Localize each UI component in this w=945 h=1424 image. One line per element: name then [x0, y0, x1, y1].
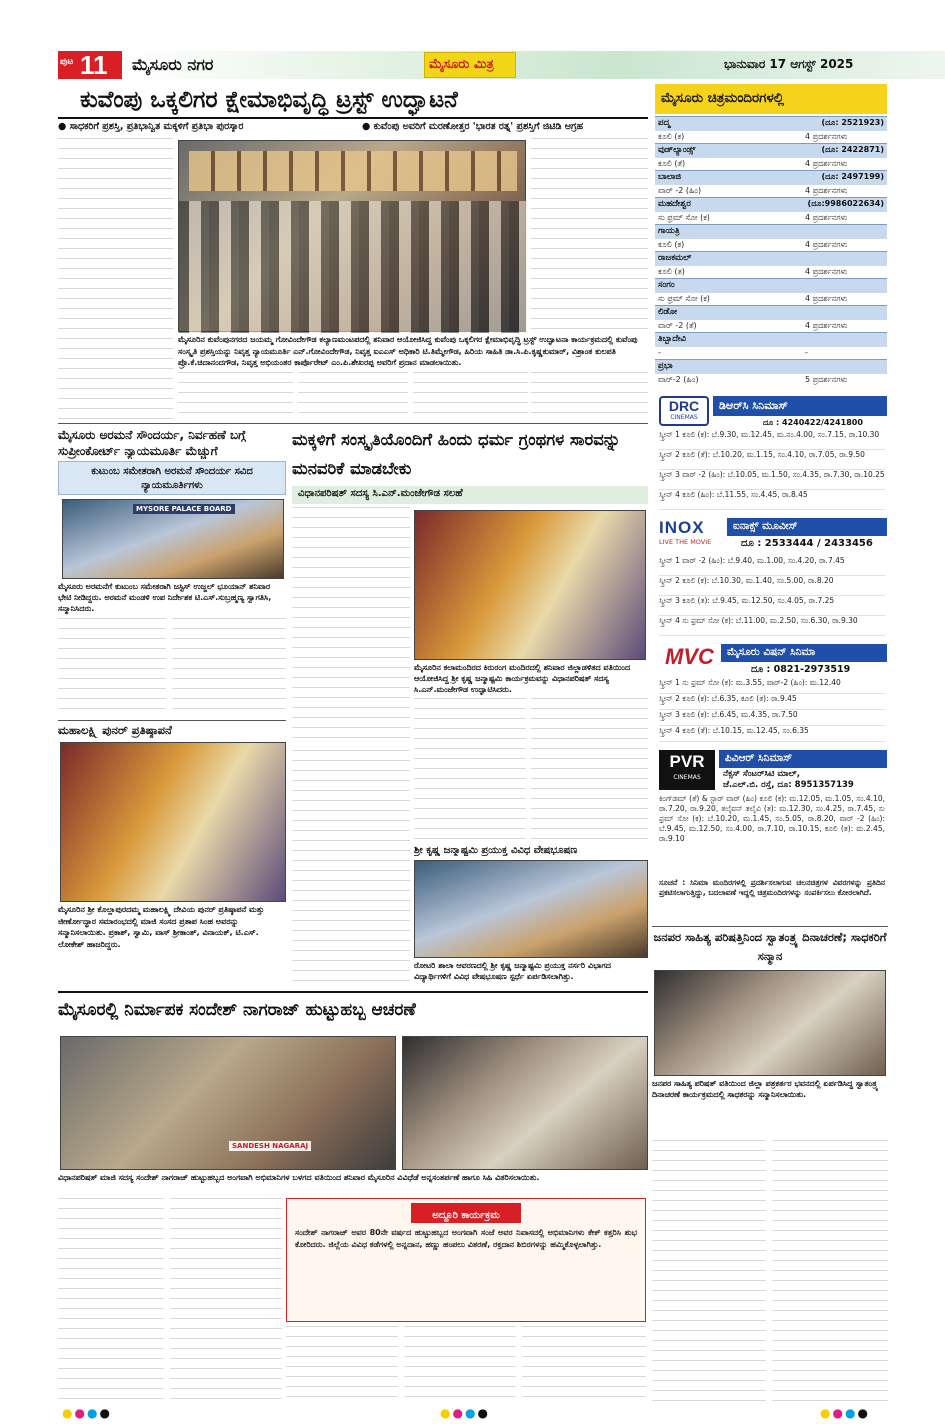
theatre-name-row: [655, 305, 887, 319]
theatre-show-row: [655, 211, 887, 224]
palace-body-col2: [172, 618, 286, 718]
dharma-photo: [414, 510, 646, 660]
mahalakshmi-caption: ಮೈಸೂರಿನ ಶ್ರೀ ಕೊಲ್ಲಾಪುರದಮ್ಮ ಮಹಾಲಕ್ಷ್ಮಿ ದೇವಿಯ ಪುನರ್ ಪ್ರತಿಷ್ಠಾಪನೆ ಮತ್ತು ಜೀರ್ಣೋದ್ಧಾರ ಸಮಾರಂಭದಲ್ಲಿ ಮಾಜಿ ಸಂಸದ ಪ್ರತಾಪ ಸಿಂಹ ಅವರನ್ನು ಸನ್ಮಾನಿಸಲಾಯಿತು. ಪ್ರಕಾಶ್, ಸ್ವಾಮಿ, ವಾಸ್ ಶ್ರೀಕಾಂತ್, ವಿನಾಯಕ್, ಟಿ.ಎಸ್. ಲೋಕೇಶ್ ಹಾಜರಿದ್ದರು.: [58, 905, 265, 949]
lead-body-col4: [413, 372, 528, 420]
mvc-name-band: [721, 644, 887, 662]
showtime-row: ಸ್ಕ್ರೀನ್ 4 ಕೂಲಿ (ತೆ): ಬೆ.10.15, ಮ.12.45, ಸಂ.6.35: [659, 726, 885, 742]
lead-subhead-right-text: ಕುವೆಂಪು ಅವರಿಗೆ ಮರಣೋತ್ತರ 'ಭಾರತ ರತ್ನ' ಪ್ರಶಸ್ತಿಗೆ ಜಿಟಿಡಿ ಆಗ್ರಹ: [373, 121, 584, 132]
drc-logo: [659, 396, 709, 426]
drc-logo-sub: CINEMAS: [670, 414, 698, 421]
theatre-name: ಸಂಗಂ: [658, 280, 675, 290]
pvr-body: ಕಿಂಗ್‌ಡಮ್ (ತೆ) & ಸ್ಟಾರ್ ವಾರ್ (ಹಿಂ) ಕೂಲಿ (ಕ): ಮ.12.05, ಮ.1.05, ಸಂ.4.10, ರಾ.7.20, ರಾ.9.20, ತಲೈವನ್ ತಲೈವಿ (ತ): ಮ.12.30, ಸಂ.4.25, ರಾ.7.45, ಸು ಫ್ರಮ್ ಸೋ (ಕ): ಬೆ.10.20, ಮ.1.45, ಸಂ.5.05, ರಾ.8.20, ವಾರ್ -2 (ಹಿಂ): ಬೆ.9.45, ಮ.12.50, ಸಂ.4.00, ರಾ.7.10, ರಾ.10.15, ಕೂಲಿ (ತ): ಮ.2.45, ರಾ.9.10: [659, 794, 885, 843]
drc-logo-text: DRC: [668, 398, 700, 414]
showtime-row: ಸ್ಕ್ರೀನ್ 2 ಕೂಲಿ (ಕ): ಬೆ.10.30, ಮ.1.40, ಸಂ.5.00, ರಾ.8.20: [659, 576, 885, 596]
theatre-show-row: [655, 238, 887, 251]
movie-title: ಸು ಫ್ರಮ್ ಸೋ (ಕ): [658, 294, 710, 303]
theatre-show-row: [655, 373, 887, 386]
mvc-phone: ದೂ : 0821-2973519: [751, 664, 851, 675]
drc-phone: ದೂ : 4240422/4241800: [763, 418, 863, 427]
theatre-name-row: [655, 116, 887, 130]
theatre-name: ಮಹದೇಶ್ವರ: [658, 199, 691, 209]
mvc-block: [655, 642, 887, 746]
mahalakshmi-headline: ಮಹಾಲಕ್ಷ್ಮಿ ಪುನರ್ ಪ್ರತಿಷ್ಠಾಪನೆ: [58, 723, 172, 737]
theatre-name: ತಿಬ್ಬಾದೇವಿ: [658, 334, 687, 344]
sandesh-box: [286, 1198, 646, 1322]
sandesh-body-col5: [522, 1326, 646, 1402]
show-count: 5 ಪ್ರದರ್ಶನಗಳು: [805, 375, 848, 384]
sandesh-headline: ಮೈಸೂರಲ್ಲಿ ನಿರ್ಮಾಪಕ ಸಂದೇಶ್ ನಾಗರಾಜ್ ಹುಟ್ಟುಹಬ್ಬ ಆಚರಣೆ: [58, 1000, 416, 1020]
drc-name-band: [713, 396, 887, 416]
show-count: 4 ಪ್ರದರ್ಶನಗಳು: [805, 213, 848, 222]
movie-title: ಕೂಲಿ (ಕ): [658, 132, 685, 141]
theatre-name-row: [655, 278, 887, 292]
theatre-name-row: [655, 251, 887, 265]
dharma-body-col1: [292, 507, 410, 747]
palace-kicker-box: [58, 461, 286, 495]
lead-body-col3: [298, 372, 408, 420]
theatre-name: ಪದ್ಮ: [658, 118, 671, 128]
palace-body-col1: [58, 618, 166, 718]
inox-block: [655, 516, 887, 638]
theatre-show-row: [655, 157, 887, 170]
pvr-name: ಪಿವಿಆರ್ ಸಿನಿಮಾಸ್: [725, 752, 793, 764]
drc-block: [655, 394, 887, 514]
janapara-photo: [654, 970, 886, 1076]
dharma-body-col2: [414, 698, 526, 843]
theatre-name-row: [655, 170, 887, 184]
pvr-name-band: [719, 750, 887, 768]
show-count: -: [805, 348, 808, 357]
showtime-row: ಸ್ಕ್ರೀನ್ 2 ಕೂಲಿ (ತೆ): ಬೆ.10.20, ಮ.1.15, ಸಂ.4.10, ರಾ.7.05, ರಾ.9.50: [659, 450, 885, 470]
sandesh-box-text: ಸಂದೇಶ್ ನಾಗರಾಜ್ ಅವರ 80ನೇ ವರ್ಷದ ಹುಟ್ಟುಹಬ್ಬದ ಅಂಗವಾಗಿ ಸಂಜೆ ಅವರ ನಿವಾಸದಲ್ಲಿ ಅಭಿಮಾನಿಗಳು ಕೇಕ್ ಕತ್ತರಿಸಿ ಶುಭ ಕೋರಿದರು. ಜಿಲ್ಲೆಯ ವಿವಿಧ ಕಡೆಗಳಲ್ಲಿ ಅನ್ನದಾನ, ಹಣ್ಣು ಹಂಪಲು ವಿತರಣೆ, ರಕ್ತದಾನ ಶಿಬಿರಗಳನ್ನು ಹಮ್ಮಿಕೊಳ್ಳಲಾಗಿತ್ತು.: [295, 1228, 637, 1249]
theatre-show-row: [655, 346, 887, 359]
palace-headline: ಮೈಸೂರು ಅರಮನೆ ಸೌಂದರ್ಯ, ನಿರ್ವಹಣೆ ಬಗ್ಗೆ ಸುಪ್ರೀಂಕೋರ್ಟ್ ನ್ಯಾಯಮೂರ್ತಿ ಮೆಚ್ಚುಗೆ: [58, 428, 246, 458]
movie-title: ಕೂಲಿ (ತ): [658, 267, 685, 276]
movie-title: ವಾರ್-2 (ಹಿಂ): [658, 375, 699, 384]
inox-name-band: [727, 518, 887, 536]
movie-title: ವಾರ್ -2 (ತೆ): [658, 321, 697, 330]
movie-title: ಕೂಲಿ (ಕ): [658, 240, 685, 249]
dharma-headline: ಮಕ್ಕಳಿಗೆ ಸಂಸ್ಕೃತಿಯೊಂದಿಗೆ ಹಿಂದು ಧರ್ಮ ಗ್ರಂಥಗಳ ಸಾರವನ್ನು ಮನವರಿಕೆ ಮಾಡಬೇಕು: [292, 430, 621, 478]
dharma-kicker: ವಿಧಾನಪರಿಷತ್ ಸದಸ್ಯ ಸಿ.ಎನ್.ಮಂಜೇಗೌಡ ಸಲಹೆ: [298, 488, 463, 499]
masthead: [0, 0, 945, 82]
showtime-row: ಸ್ಕ್ರೀನ್ 4 ಸು ಫ್ರಮ್ ಸೋ (ಕ): ಬೆ.11.00, ಮ.2.50, ಸಂ.6.30, ರಾ.9.30: [659, 616, 885, 636]
showtime-row: ಸ್ಕ್ರೀನ್ 2 ಕೂಲಿ (ಕ): ಬೆ.6.35, ಕೂಲಿ (ತ): ರಾ.9.45: [659, 694, 885, 710]
lead-body-col-right: [531, 138, 648, 332]
pvr-phone: ಜೆ.ಎಲ್.ಬಿ. ರಸ್ತೆ, ದೂ: 8951357139: [723, 780, 854, 790]
sandesh-box-title: ಅದ್ದೂರಿ ಕಾರ್ಯಕ್ರಮ: [432, 1210, 500, 1221]
pvr-logo-text: PVR: [669, 752, 705, 771]
sandesh-photo-2: [402, 1036, 648, 1170]
cinema-title: ಮೈಸೂರು ಚಿತ್ರಮಂದಿರಗಳಲ್ಲಿ: [661, 90, 785, 106]
show-count: 4 ಪ್ರದರ್ಶನಗಳು: [805, 267, 848, 276]
lead-headline: ಕುವೆಂಪು ಒಕ್ಕಲಿಗರ ಕ್ಷೇಮಾಭಿವೃದ್ಧಿ ಟ್ರಸ್ಟ್ ಉದ್ಘಾಟನೆ: [80, 87, 458, 113]
mvc-name: ಮೈಸೂರು ವಿಷನ್ ಸಿನಿಮಾ: [727, 646, 816, 658]
lead-subhead-left: ● ಸಾಧಕರಿಗೆ ಪ್ರಶಸ್ತಿ, ಪ್ರತಿಭಾನ್ವಿತ ಮಕ್ಕಳಿಗೆ ಪ್ರತಿಭಾ ಪುರಸ್ಕಾರ: [58, 121, 244, 132]
theatre-phone: (ದೂ: 2521923): [821, 118, 884, 127]
show-count: 4 ಪ್ರದರ್ಶನಗಳು: [805, 321, 848, 330]
lead-body-col1: [58, 138, 173, 420]
theatre-phone: (ದೂ: 2422871): [821, 145, 884, 154]
registration-dots-left: ●●●●: [62, 1406, 112, 1420]
movie-title: ಸು ಫ್ರಮ್ ಸೋ (ಕ): [658, 213, 710, 222]
showtime-row: ಸ್ಕ್ರೀನ್ 3 ಕೂಲಿ (ಕ): ಬೆ.6.45, ಮ.4.35, ರಾ.7.50: [659, 710, 885, 726]
theatre-phone: (ದೂ: 2497199): [821, 172, 884, 181]
mahalakshmi-photo: [60, 742, 286, 902]
registration-dots-right: ●●●●: [820, 1406, 870, 1420]
theatre-name: ಲಿಡೋ: [658, 307, 678, 317]
krishna-photo-title: ಶ್ರೀ ಕೃಷ್ಣ ಜನ್ಮಾಷ್ಟಮಿ ಪ್ರಯುಕ್ತ ವಿವಿಧ ವೇಷಭೂಷಣ: [414, 845, 578, 856]
sandesh-photo-1: [60, 1036, 396, 1170]
sandesh-box-title-wrap: [411, 1203, 521, 1223]
paper-name-box: [424, 52, 516, 78]
sandesh-caption: ವಿಧಾನಪರಿಷತ್ ಮಾಜಿ ಸದಸ್ಯ ಸಂದೇಶ್ ನಾಗರಾಜ್ ಹುಟ್ಟುಹಬ್ಬದ ಅಂಗವಾಗಿ ಅಭಿಮಾನಿಗಳ ಬಳಗದ ವತಿಯಿಂದ ಶನಿವಾರ ಮೈಸೂರಿನ ವಿವಿಧೆಡೆ ಅನ್ನಸಂತರ್ಪಣೆ ಹಾಗೂ ಸಿಹಿ ವಿತರಿಸಲಾಯಿತು.: [58, 1173, 540, 1182]
dharma-body-col3: [531, 698, 648, 843]
lead-photo: [178, 140, 526, 332]
sandesh-body-col3: [286, 1326, 398, 1402]
show-count: 4 ಪ್ರದರ್ಶನಗಳು: [805, 294, 848, 303]
page-number-box: [58, 51, 122, 79]
theatre-show-row: [655, 184, 887, 197]
palace-board-banner: MYSORE PALACE BOARD: [133, 504, 235, 514]
page-label: ಪುಟ: [60, 57, 74, 67]
janapara-caption: ಜನಪರ ಸಾಹಿತ್ಯ ಪರಿಷತ್ ವತಿಯಿಂದ ಜಿಲ್ಲಾ ಪತ್ರಕರ್ತರ ಭವನದಲ್ಲಿ ಏರ್ಪಡಿಸಿದ್ದ ಸ್ವಾತಂತ್ರ್ಯ ದಿನಾಚರಣೆ ಕಾರ್ಯಕ್ರಮದಲ್ಲಿ ಸಾಧಕರನ್ನು ಸನ್ಮಾನಿಸಲಾಯಿತು.: [652, 1079, 879, 1099]
showtime-row: ಸ್ಕ್ರೀನ್ 1 ವಾರ್ -2 (ಹಿಂ): ಬೆ.9.40, ಮ.1.00, ಸಂ.4.20, ರಾ.7.45: [659, 556, 885, 576]
theatre-name-row: [655, 224, 887, 238]
janapara-body-col2: [772, 1140, 888, 1402]
show-count: 4 ಪ್ರದರ್ಶನಗಳು: [805, 186, 848, 195]
theatre-name-row: [655, 332, 887, 346]
palace-kicker: ಕುಟುಂಬ ಸಮೇತರಾಗಿ ಅರಮನೆ ಸೌಂದರ್ಯ ಸವಿದ ನ್ಯಾಯಮೂರ್ತಿಗಳು: [91, 466, 253, 491]
theatre-name: ಬಾಲಾಜಿ: [658, 172, 682, 182]
theatre-name: ಗಾಯತ್ರಿ: [658, 226, 680, 236]
sandesh-body-col1: [58, 1198, 164, 1402]
cinema-title-band: [655, 84, 887, 114]
show-count: 4 ಪ್ರದರ್ಶನಗಳು: [805, 159, 848, 168]
dharma-body-col4: [292, 750, 410, 988]
pvr-logo-sub: CINEMAS: [673, 774, 701, 781]
krishna-photo: [414, 860, 648, 958]
lead-body-col2: [178, 372, 293, 420]
mvc-logo: MVC: [665, 644, 714, 669]
pvr-block: [655, 748, 887, 924]
section-name: ಮೈಸೂರು ನಗರ: [132, 55, 214, 74]
sandesh-banner: SANDESH NAGARAJ: [229, 1141, 311, 1151]
sandesh-body-col2: [170, 1198, 282, 1402]
inox-logo-sub: LIVE THE MOVIE: [659, 538, 712, 546]
dharma-kicker-box: [292, 486, 648, 504]
theatre-name-row: [655, 197, 887, 211]
showtime-row: ಸ್ಕ್ರೀನ್ 3 ವಾರ್ -2 (ಹಿಂ): ಬೆ.10.05, ಮ.1.50, ಸಂ.4.35, ರಾ.7.30, ರಾ.10.25: [659, 470, 885, 490]
theatre-show-row: [655, 130, 887, 143]
page-number: 11: [80, 50, 108, 80]
theatre-name: ಪ್ರಭಾ: [658, 361, 673, 371]
sandesh-body-col4: [404, 1326, 516, 1402]
lead-caption: ಮೈಸೂರಿನ ಕುವೆಂಪುನಗರದ ಜಯಮ್ಮ ಗೋವಿಂದೇಗೌಡ ಕಲ್ಯಾಣಮಂಟಪದಲ್ಲಿ ಶನಿವಾರ ಆಯೋಜಿಸಿದ್ದ ಕುವೆಂಪು ಒಕ್ಕಲಿಗರ ಕ್ಷೇಮಾಭಿವೃದ್ಧಿ ಟ್ರಸ್ಟ್ ಉದ್ಘಾಟನಾ ಕಾರ್ಯಕ್ರಮದಲ್ಲಿ ಕುವೆಂಪು ಸಂಸ್ಕೃತಿ ಪ್ರಶಸ್ತಿಯನ್ನು ನಿವೃತ್ತ ನ್ಯಾಯಮೂರ್ತಿ ಎನ್.ಗೋವಿಂದೇಗೌಡ, ನಿವೃತ್ತ ಐಎಎಸ್ ಅಧಿಕಾರಿ ಟಿ.ತಿಮ್ಮೇಗೌಡ, ಹಿರಿಯ ಸಾಹಿತಿ ಡಾ.ಸಿ.ಪಿ.ಕೃಷ್ಣಕುಮಾರ್, ವಿಶ್ರಾಂತ ಕುಲಪತಿ ಪ್ರೊ.ಕೆ.ಚಿದಾನಂದಗೌಡ, ನಿವೃತ್ತ ಅಭಿಯಂತರ ಕಾರ್ಪೊರೇಟ್ ಎಂ.ಪಿ.ಶೇಖರಪ್ಪ ಅವರಿಗೆ ಪ್ರದಾನ ಮಾಡಲಾಯಿತು.: [178, 335, 638, 367]
inox-logo-text: INOX: [659, 518, 705, 537]
movie-title: ಕೂಲಿ (ತೆ): [658, 159, 686, 168]
show-count: 4 ಪ್ರದರ್ಶನಗಳು: [805, 132, 848, 141]
lead-body-col5: [531, 372, 648, 420]
inox-logo: [659, 518, 723, 552]
movie-title: ವಾರ್ -2 (ಹಿಂ): [658, 186, 702, 195]
movie-title: -: [658, 348, 661, 357]
dharma-caption: ಮೈಸೂರಿನ ಕಲಾಮಂದಿರದ ಕಿರುರಂಗ ಮಂದಿರದಲ್ಲಿ ಶನಿವಾರ ಜಿಲ್ಲಾಡಳಿತದ ವತಿಯಿಂದ ಆಯೋಜಿಸಿದ್ದ ಶ್ರೀ ಕೃಷ್ಣ ಜನ್ಮಾಷ್ಟಮಿ ಕಾರ್ಯಕ್ರಮವನ್ನು ವಿಧಾನಪರಿಷತ್ ಸದಸ್ಯ ಸಿ.ಎನ್.ಮಂಜೇಗೌಡ ಉದ್ಘಾಟಿಸಿದರು.: [414, 663, 631, 694]
lead-subhead-right: ● ಕುವೆಂಪು ಅವರಿಗೆ ಮರಣೋತ್ತರ 'ಭಾರತ ರತ್ನ' ಪ್ರಶಸ್ತಿಗೆ ಜಿಟಿಡಿ ಆಗ್ರಹ: [362, 121, 584, 132]
showtime-row: ಸ್ಕ್ರೀನ್ 4 ಕೂಲಿ (ಹಿಂ): ಬೆ.11.55, ಸಂ.4.45, ರಾ.8.45: [659, 490, 885, 510]
palace-caption: ಮೈಸೂರು ಅರಮನೆಗೆ ಕುಟುಂಬ ಸಮೇತರಾಗಿ ಜಸ್ಟಿಸ್ ಉಜ್ಜಲ್ ಭೂಯಾನ್ ಶನಿವಾರ ಭೇಟಿ ನೀಡಿದ್ದರು. ಅರಮನೆ ಮಂಡಳಿ ಉಪ ನಿರ್ದೇಶಕ ಟಿ.ಎಸ್.ಸುಬ್ರಹ್ಮಣ್ಯ ಸ್ವಾಗತಿಸಿ, ಸನ್ಮಾನಿಸಿದರು.: [58, 582, 272, 613]
drc-name: ಡಿಆರ್‌ಸಿ ಸಿನಿಮಾಸ್: [719, 399, 788, 412]
showtime-row: ಸ್ಕ್ರೀನ್ 1 ಕೂಲಿ (ಕ): ಬೆ.9.30, ಮ.12.45, ಮ.ನಂ.4.00, ಸಂ.7.15, ರಾ.10.30: [659, 430, 885, 450]
janapara-headline: ಜನಪರ ಸಾಹಿತ್ಯ ಪರಿಷತ್ತಿನಿಂದ ಸ್ವಾತಂತ್ರ್ಯ ದಿನಾಚರಣೆ; ಸಾಧಕರಿಗೆ ಸನ್ಮಾನ: [653, 930, 887, 963]
theatre-show-row: [655, 292, 887, 305]
footer-marks: [0, 1404, 945, 1424]
pvr-sub: ನೆಕ್ಸಸ್ ಸೆಂಟರ್‌ಸಿಟಿ ಮಾಲ್,: [723, 769, 800, 779]
paper-name: ಮೈಸೂರು ಮಿತ್ರ: [429, 57, 494, 72]
theatre-phone: (ದೂ:9986022634): [807, 199, 884, 208]
inox-name: ಐನಾಕ್ಸ್ ಮೂವೀಸ್: [733, 520, 798, 532]
theatre-name: ರಾಜಕಮಲ್: [658, 253, 692, 263]
registration-dots-center: ●●●●: [440, 1406, 490, 1420]
janapara-body-col1: [652, 1140, 766, 1402]
cinema-panel: [655, 84, 887, 944]
theatre-name-row: [655, 143, 887, 157]
theatre-name: ವುಡ್‌ಲ್ಯಾಂಡ್ಸ್: [658, 145, 696, 155]
theatre-show-row: [655, 319, 887, 332]
showtime-row: ಸ್ಕ್ರೀನ್ 3 ಕೂಲಿ (ತ): ಬೆ.9.45, ಮ.12.50, ಸಂ.4.05, ರಾ.7.25: [659, 596, 885, 616]
issue-date: ಭಾನುವಾರ 17 ಆಗಸ್ಟ್ 2025: [724, 57, 854, 71]
krishna-caption: ರೋಟರಿ ಶಾಲಾ ಆವರಣದಲ್ಲಿ ಶ್ರೀ ಕೃಷ್ಣ ಜನ್ಮಾಷ್ಟಮಿ ಪ್ರಯುಕ್ತ ನರ್ಸರಿ ವಿಭಾಗದ ವಿದ್ಯಾರ್ಥಿಗಳಿಗೆ ವಿವಿಧ ವೇಷಭೂಷಣ ಸ್ಪರ್ಧೆ ಏರ್ಪಡಿಸಲಾಗಿತ್ತು.: [414, 961, 611, 981]
palace-photo: [62, 499, 284, 579]
pvr-logo: [659, 750, 715, 790]
showtime-row: ಸ್ಕ್ರೀನ್ 1 ಸು ಫ್ರಮ್ ಸೋ (ಕ): ಮ.3.55, ವಾರ್-2 (ಹಿಂ): ಮ.12.40: [659, 678, 885, 694]
show-count: 4 ಪ್ರದರ್ಶನಗಳು: [805, 240, 848, 249]
theatre-show-row: [655, 265, 887, 278]
lead-subhead-left-text: ಸಾಧಕರಿಗೆ ಪ್ರಶಸ್ತಿ, ಪ್ರತಿಭಾನ್ವಿತ ಮಕ್ಕಳಿಗೆ ಪ್ರತಿಭಾ ಪುರಸ್ಕಾರ: [69, 121, 244, 132]
pvr-note: ಸೂಚನೆ : ಸಿನಿಮಾ ಮಂದಿರಗಳಲ್ಲಿ ಪ್ರದರ್ಶಿಸಲಾಗುವ ಚಲನಚಿತ್ರಗಳ ವಿವರಗಳನ್ನು ಪ್ರತಿದಿನ ಪ್ರಕಟಿಸಲಾಗುತ್ತಿದ್ದು, ಬದಲಾವಣೆ ಇದ್ದಲ್ಲಿ ಚಿತ್ರಮಂದಿರಗಳನ್ನು ಸಂಪರ್ಕಿಸಲು ಕೋರಲಾಗಿದೆ.: [659, 878, 885, 897]
theatre-name-row: [655, 359, 887, 373]
inox-phone: ದೂ : 2533444 / 2433456: [741, 538, 873, 549]
